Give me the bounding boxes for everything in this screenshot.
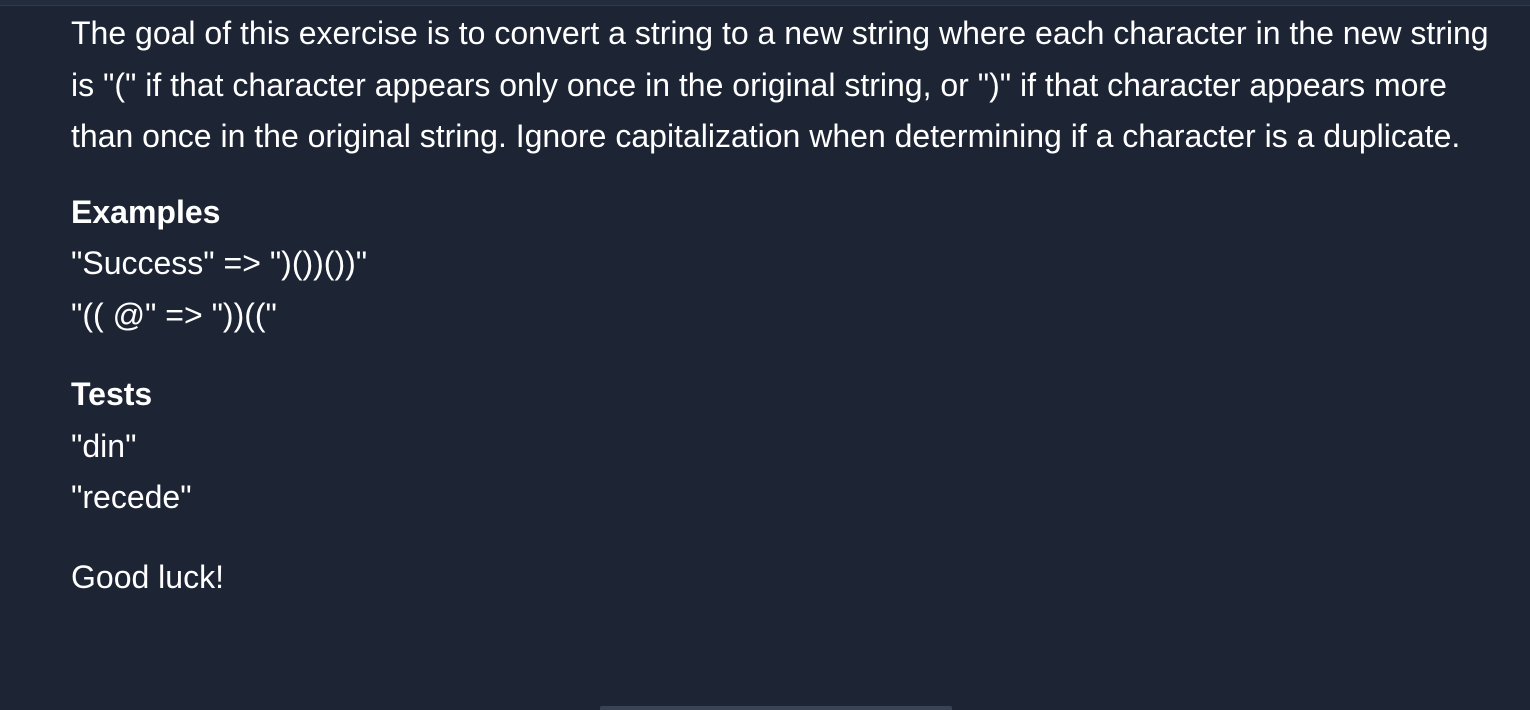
test-line-1: "din" [71,427,137,464]
test-line-2: "recede" [71,479,192,515]
closing-text: Good luck! [71,558,224,595]
section-spacer [71,341,1491,369]
kata-description [71,8,1491,603]
example-line-2: "(( @" => "))((" [71,296,277,333]
examples-heading: Examples [71,193,221,230]
description-intro: The goal of this exercise is to convert a string to a new string where each character in the new string is "(" if that character appears only once in the original string, or ")" if that character appears more than once in the original string. Ignore capitalization when determining if a character is a duplicate. [71,15,1489,154]
resize-handle[interactable] [600,706,952,710]
example-line-1: "Success" => ")())())" [71,245,368,281]
tests-heading: Tests [71,376,153,412]
top-border [0,0,1530,6]
